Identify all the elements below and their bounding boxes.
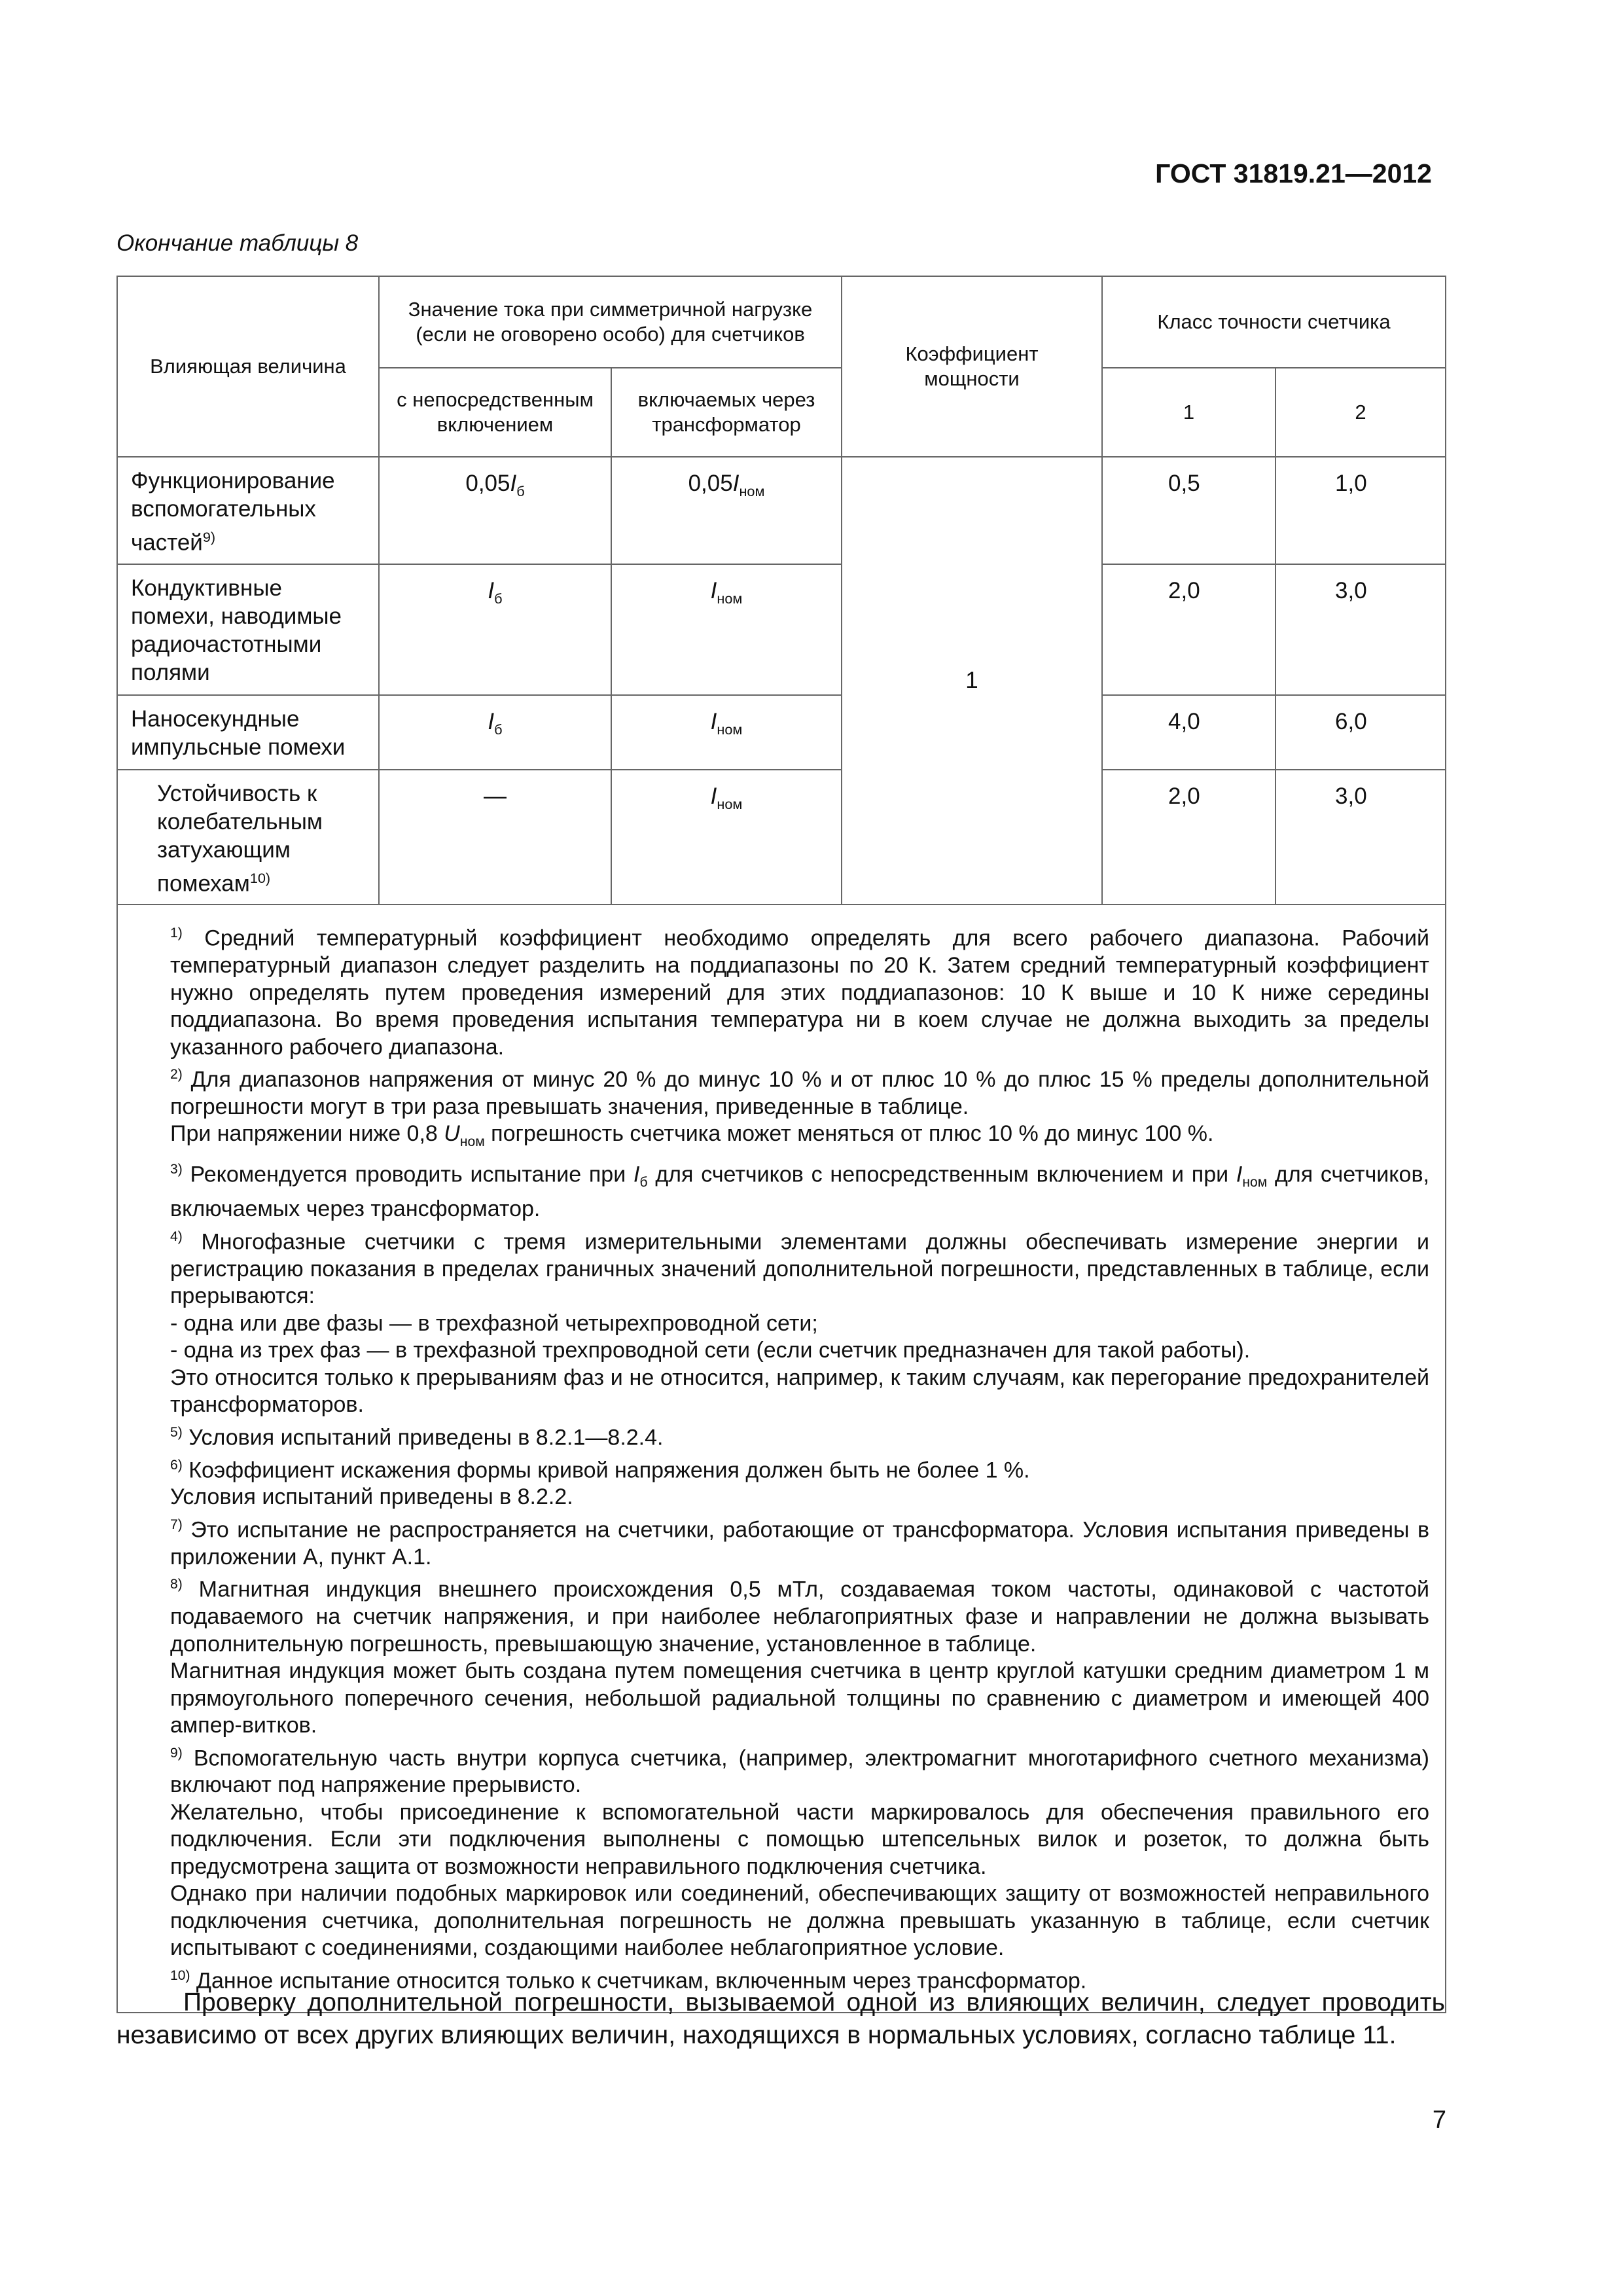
table-row bbox=[117, 695, 1446, 770]
row-class2-value: 3,0 bbox=[1335, 783, 1367, 809]
footnote: $^{1)}$ Средний температурный коэффициент необходимо определять для всего рабочего диапазона. Рабочий температурный диапазон следует разделить на поддиапазоны по 20 К. Затем средний температурный коэффициент нужно определять путем проведения измерений для этих поддиапазонов: 10 К выше и 10 К ниже середины поддиапазона. Во время проведения испытания температура ни в коем случае не должна выходить за пределы указанного рабочего диапазона. bbox=[170, 925, 1430, 1060]
header-class-1: 1 bbox=[1102, 368, 1275, 457]
row-influence: Наносекундные импульсные помехи bbox=[131, 706, 346, 760]
influence-table bbox=[116, 276, 1446, 2013]
row-direct-value: — bbox=[484, 783, 507, 809]
footnote: - одна из трех фаз — в трехфазной трехпроводной сети (если счетчик предназначен для такой работы). bbox=[170, 1338, 1251, 1363]
table-row bbox=[117, 457, 1446, 564]
row-transformer-value: $I_{ном}$ bbox=[710, 783, 743, 812]
table-row bbox=[117, 564, 1446, 695]
row-influence: Кондуктивные помехи, наводимые радиочастотными полями bbox=[131, 575, 342, 685]
footnote: $^{5)}$ Условия испытаний приведены в 8.2.1—8.2.4. bbox=[170, 1424, 664, 1450]
footnote: $^{2)}$ Для диапазонов напряжения от минус 20 % до минус 10 % и от плюс 10 % до плюс 15 % пределы дополнительной погрешности могут в три раза превышать значения, приведенные в таблице. bbox=[170, 1067, 1430, 1119]
footnote: Условия испытаний приведены в 8.2.2. bbox=[170, 1484, 573, 1510]
row-transformer-value: $I_{ном}$ bbox=[710, 577, 743, 607]
row-transformer-value: $I_{ном}$ bbox=[710, 708, 743, 738]
row-influence: Устойчивость к колебательным затухающим помехам$^{10)}$ bbox=[157, 780, 323, 897]
row-direct-value: $I_б$ bbox=[488, 708, 503, 738]
footnote: - одна или две фазы — в трехфазной четырехпроводной сети; bbox=[170, 1310, 818, 1336]
footnote: $^{10)}$ Данное испытание относится только к счетчикам, включенным через трансформатор. bbox=[170, 1967, 1087, 1994]
header-current-group: Значение тока при симметричной нагрузке (если не оговорено особо) для счетчиков bbox=[379, 276, 842, 368]
footnote: Желательно, чтобы присоединение к вспомогательной части маркировалось для обеспечения правильного его подключения. Если эти подключения выполнены с помощью штепсельных вилок и розеток, то должна быть предусмотрена защита от возможности неправильного подключения счетчика. bbox=[170, 1799, 1430, 1879]
row-class2-value: 1,0 bbox=[1335, 471, 1367, 496]
footnote: При напряжении ниже 0,8 $U_{ном}$ погрешность счетчика может меняться от плюс 10 % до минус 100 %. bbox=[170, 1121, 1214, 1150]
row-class1-value: 0,5 bbox=[1168, 471, 1200, 496]
row-class1-value: 2,0 bbox=[1168, 783, 1200, 809]
table-caption: Окончание таблицы 8 bbox=[116, 230, 359, 256]
body-paragraph: Проверку дополнительной погрешности, вызываемой одной из влияющих величин, следует проводить независимо от всех других влияющих величин, находящихся в нормальных условиях, согласно таблице 11. bbox=[116, 1988, 1445, 2049]
table-row bbox=[117, 770, 1446, 905]
page-number: 7 bbox=[1432, 2106, 1446, 2134]
header-transformer: включаемых через трансформатор bbox=[611, 368, 842, 457]
row-class2-value: 6,0 bbox=[1335, 708, 1367, 734]
header-accuracy-class: Класс точности счетчика bbox=[1102, 276, 1446, 368]
table-footnotes-row bbox=[117, 905, 1446, 2012]
footnote: Магнитная индукция может быть создана путем помещения счетчика в центр круглой катушки средним диаметром 1 м прямоугольного поперечного сечения, небольшой радиальной толщины по сравнению с диаметром и имеющей 400 ампер-витков. bbox=[170, 1659, 1430, 1738]
row-influence: Функционирование вспомогательных частей$^{9)}$ bbox=[131, 468, 335, 556]
row-class1-value: 4,0 bbox=[1168, 708, 1200, 734]
header-class-2: 2 bbox=[1275, 368, 1446, 457]
row-class2-value: 3,0 bbox=[1335, 577, 1367, 603]
table-footnotes bbox=[118, 905, 1445, 2011]
footnote: Однако при наличии подобных маркировок или соединений, обеспечивающих защиту от возможностей неправильного подключения счетчика, дополнительная погрешность не должна превышать указанную в таблице, если счетчик испытывают с соединениями, создающими наиболее неблагоприятное условие. bbox=[170, 1881, 1430, 1961]
header-direct: с непосредственным включением bbox=[379, 368, 611, 457]
header-influence: Влияющая величина bbox=[117, 276, 379, 457]
document-standard-number: ГОСТ 31819.21—2012 bbox=[1155, 158, 1432, 188]
footnote: $^{7)}$ Это испытание не распространяется на счетчики, работающие от трансформатора. Условия испытания приведены в приложении А, пункт А.1. bbox=[170, 1516, 1430, 1570]
row-class1-value: 2,0 bbox=[1168, 577, 1200, 603]
row-direct-value: $0,05I_б$ bbox=[465, 471, 525, 499]
footnote: $^{6)}$ Коэффициент искажения формы кривой напряжения должен быть не более 1 %. bbox=[170, 1457, 1030, 1482]
footnote: $^{3)}$ Рекомендуется проводить испытание при $I_б$ для счетчиков с непосредственным включением и при $I_{ном}$ для счетчиков, включаемых через трансформатор. bbox=[170, 1161, 1429, 1222]
footnote: $^{9)}$ Вспомогательную часть внутри корпуса счетчика, (например, электромагнит многотарифного счетного механизма) включают под напряжение прерывисто. bbox=[170, 1745, 1430, 1798]
row-transformer-value: $0,05I_{ном}$ bbox=[688, 471, 765, 499]
footnote: Это относится только к прерываниям фаз и не относится, например, к таким случаям, как перегорание предохранителей трансформаторов. bbox=[170, 1365, 1430, 1418]
footnote: $^{4)}$ Многофазные счетчики с тремя измерительными элементами должны обеспечивать измерение энергии и регистрацию показания в пределах граничных значений дополнительной погрешности, представленных в таблице, если прерываются: bbox=[170, 1229, 1430, 1309]
row-direct-value: $I_б$ bbox=[488, 577, 503, 607]
header-power-factor: Коэффициент мощности bbox=[842, 276, 1102, 457]
footnote: $^{8)}$ Магнитная индукция внешнего происхождения 0,5 мТл, создаваемая током частоты, одинаковой с частотой подаваемого на счетчик напряжения, и при наиболее неблагоприятных фазе и направлении не должна вызывать дополнительную погрешность, превышающую значение, установленное в таблице. bbox=[170, 1577, 1430, 1657]
power-factor-value: 1 bbox=[842, 457, 1102, 905]
